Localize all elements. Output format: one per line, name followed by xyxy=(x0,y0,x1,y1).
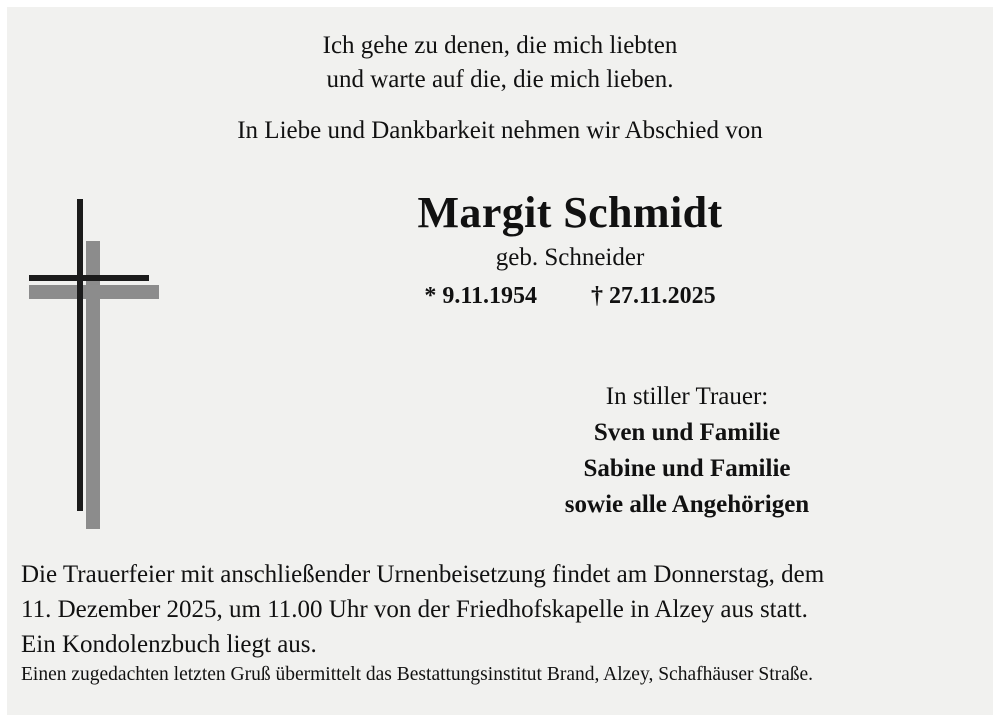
deceased-maiden-name: geb. Schneider xyxy=(495,244,645,271)
death-date: † 27.11.2025 xyxy=(591,283,716,309)
deceased-name: Margit Schmidt xyxy=(417,188,723,237)
cross-dark-vertical xyxy=(77,199,83,511)
cross-icon xyxy=(29,199,159,529)
farewell-intro: In Liebe und Dankbarkeit nehmen wir Abschied von xyxy=(237,117,763,144)
verse-line-2: und warte auf die, die mich lieben. xyxy=(326,66,674,93)
funeral-home-note: Einen zugedachten letzten Gruß übermittelt das Bestattungsinstitut Brand, Alzey, Schafhäuser Straße. xyxy=(21,664,814,685)
cross-dark-horizontal xyxy=(29,275,149,281)
service-line-3: Ein Kondolenzbuch liegt aus. xyxy=(21,631,317,658)
mourners-intro: In stiller Trauer: xyxy=(605,383,769,410)
notice-canvas xyxy=(7,7,993,715)
memorial-verse xyxy=(7,29,993,97)
cross-grey-horizontal xyxy=(29,285,159,299)
mourner-item: Sven und Familie xyxy=(593,419,781,446)
service-line-1: Die Trauerfeier mit anschließender Urnenbeisetzung findet am Donnerstag, dem xyxy=(21,561,825,588)
mourners-block xyxy=(427,379,947,523)
mourner-item: Sabine und Familie xyxy=(583,455,791,482)
verse-line-1: Ich gehe zu denen, die mich liebten xyxy=(322,32,678,59)
mourner-item: sowie alle Angehörigen xyxy=(564,491,810,518)
service-line-2: 11. Dezember 2025, um 11.00 Uhr von der Friedhofskapelle in Alzey aus statt. xyxy=(21,596,808,623)
deceased-dates xyxy=(157,281,983,311)
birth-date: * 9.11.1954 xyxy=(424,283,537,309)
service-details xyxy=(21,557,979,662)
deceased-block xyxy=(157,187,983,311)
